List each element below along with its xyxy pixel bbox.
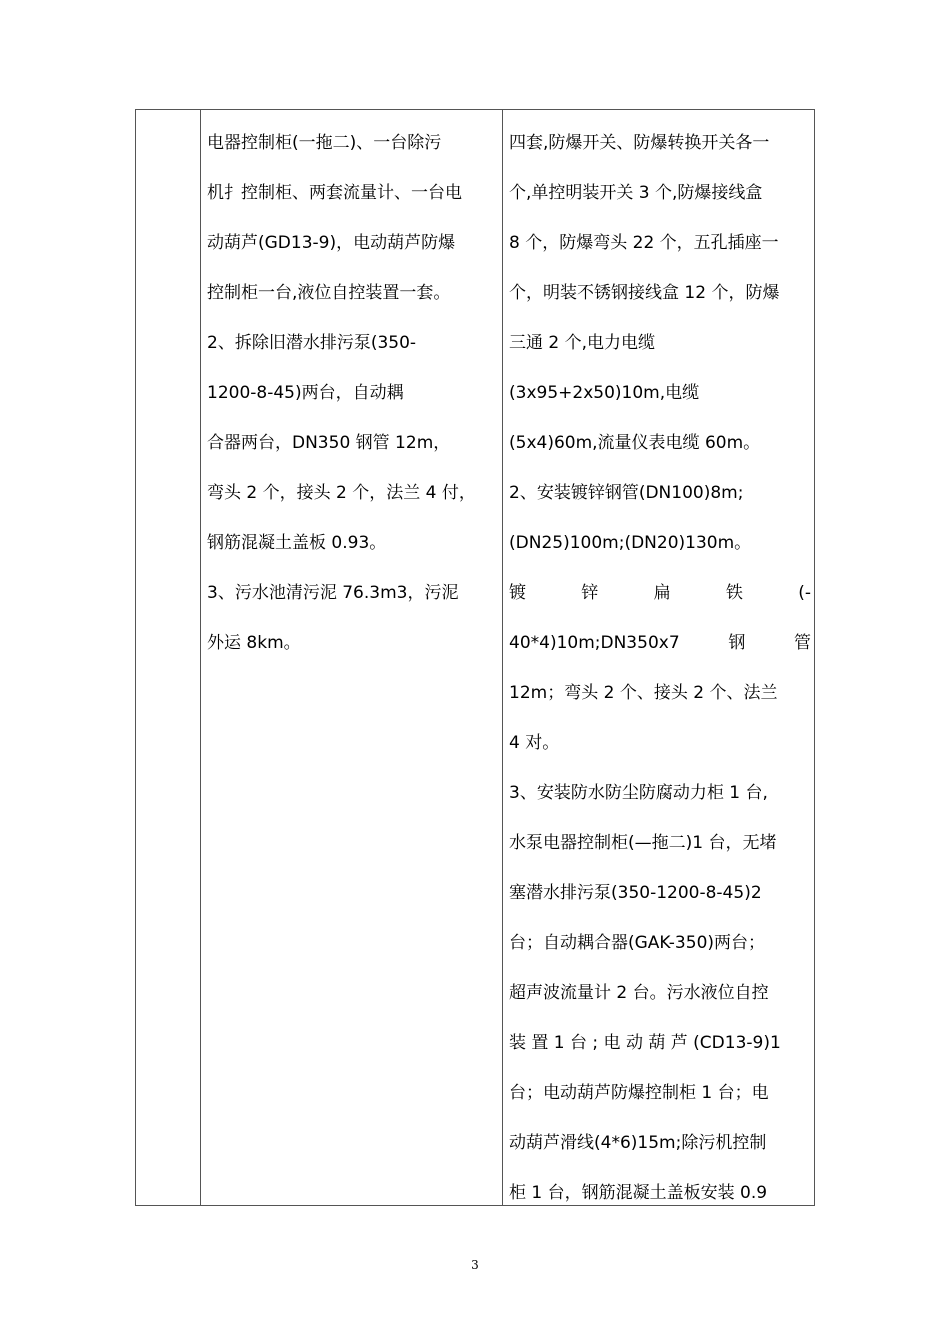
table-cell-removal (201, 110, 503, 1205)
text-line: 装 置 1 台 ; 电 动 葫 芦 (CD13-9)1 (509, 1033, 781, 1053)
word: (- (798, 583, 811, 603)
text-line: (5x4)60m,流量仪表电缆 60m。 (509, 433, 761, 453)
text-line: 三通 2 个,电力电缆 (509, 333, 656, 353)
text-line: 台；电动葫芦防爆控制柜 1 台；电 (509, 1083, 769, 1103)
text-line: 电器控制柜(一拖二)、一台除污 (207, 133, 442, 153)
page-number: 3 (471, 1258, 479, 1272)
text-line: 超声波流量计 2 台。污水液位自控 (509, 983, 769, 1003)
word: 镀 (509, 583, 526, 603)
text-line: 1200-8-45)两台，自动耦 (207, 383, 404, 403)
text-line: 机扌控制柜、两套流量计、一台电 (207, 183, 462, 203)
word: 锌 (581, 583, 599, 603)
text-line: 控制柜一台,液位自控装置一套。 (207, 283, 451, 303)
text-line: 个，明装不锈钢接线盒 12 个，防爆 (509, 283, 780, 303)
text-line: 水泵电器控制柜(—拖二)1 台，无堵 (509, 833, 777, 853)
word: 扁 (653, 583, 671, 603)
text-line: (3x95+2x50)10m,电缆 (509, 383, 700, 403)
text-line: 台；自动耦合器(GAK-350)两台； (509, 933, 766, 953)
text-line: 外运 8km。 (207, 633, 301, 653)
text-line: 合器两台，DN350 钢管 12m， (207, 433, 451, 453)
text-line-justified (509, 568, 811, 618)
text-line: 个,单控明装开关 3 个,防爆接线盒 (509, 183, 763, 203)
text-line: (DN25)100m;(DN20)130m。 (509, 533, 752, 553)
text-line: 动葫芦(GD13-9)，电动葫芦防爆 (207, 233, 456, 253)
table-cell-left (136, 110, 200, 1205)
text-line-justified (509, 618, 811, 668)
text-line: 2、拆除旧潜水排污泵(350- (207, 333, 417, 353)
word: 管 (793, 633, 811, 653)
text-line: 12m；弯头 2 个、接头 2 个、法兰 (509, 683, 778, 703)
word: 铁 (725, 583, 743, 603)
text-line: 3、污水池清污泥 76.3m3，污泥 (207, 583, 459, 603)
text-line: 3、安装防水防尘防腐动力柜 1 台, (509, 783, 768, 803)
text-line: 塞潜水排污泵(350-1200-8-45)2 (509, 883, 762, 903)
text-line: 四套,防爆开关、防爆转换开关各一 (509, 133, 770, 153)
table-cell-installation (503, 110, 816, 1205)
text-line: 钢筋混凝土盖板 0.93。 (207, 533, 387, 553)
content-table (135, 109, 815, 1206)
word: 40*4)10m;DN350x7 (509, 633, 680, 653)
text-line: 4 对。 (509, 733, 560, 753)
text-line: 2、安装镀锌钢管(DN100)8m; (509, 483, 744, 503)
text-line: 动葫芦滑线(4*6)15m;除污机控制 (509, 1133, 767, 1153)
text-line: 弯头 2 个，接头 2 个，法兰 4 付， (207, 483, 476, 503)
word: 钢 (728, 633, 746, 653)
text-line: 柜 1 台，钢筋混凝土盖板安装 0.9 (509, 1183, 768, 1203)
text-line: 8 个，防爆弯头 22 个，五孔插座一 (509, 233, 779, 253)
